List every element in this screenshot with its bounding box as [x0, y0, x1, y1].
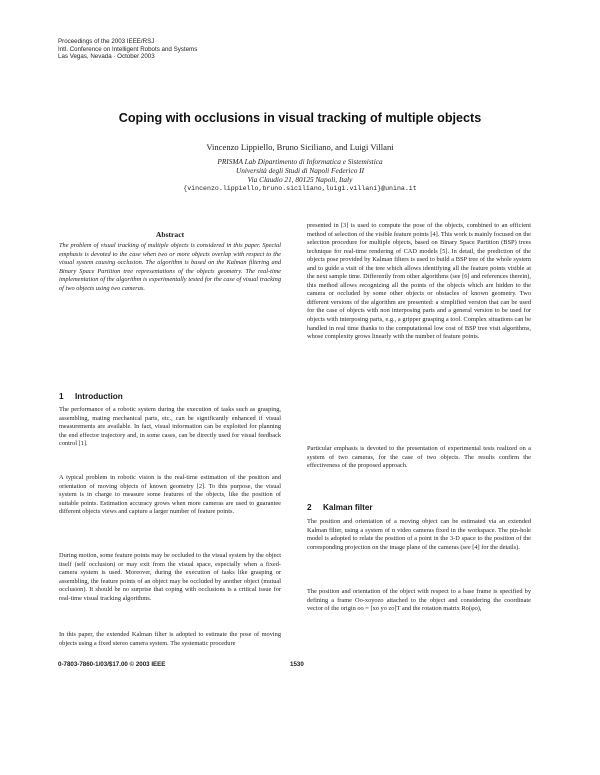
affiliation-line-3: Via Claudio 21, 80125 Napoli, Italy [247, 175, 353, 184]
page-number: 1530 [290, 661, 304, 668]
section-1-heading [59, 392, 123, 401]
kalman-paragraph-1: The position and orientation of a moving object can be estimated via an extended Kalman filter, using a system of n video cameras fixed in the workspace. The pin-hole model is adopted to relate the position of a point in the 3-D space to the position of the corresponding projection on the image plane of the cameras (see [4] for the details). [307, 518, 531, 551]
header-line-1: Proceedings of the 2003 IEEE/RSJ [58, 38, 155, 45]
affiliation-block [0, 157, 600, 193]
author-emails: {vincenzo.lippiello,bruno.siciliano,luigi.villani}@unina.it [183, 185, 417, 192]
intro-paragraph-2: A typical problem in robotic vision is the real-time estimation of the position and orientation of moving objects of known geometry [2]. To this purpose, the visual system is in charge to measure some features of the objects, like the position of suitable points. Estimation accuracy grows when more cameras are used to guarantee different objects views and capture a larger number of feature points. [59, 474, 281, 516]
section-1-number: 1 [59, 392, 64, 401]
section-2-number: 2 [307, 503, 312, 512]
conference-header [58, 38, 197, 61]
abstract-text: The problem of visual tracking of multiple objects is considered in this paper. Special emphasis is devoted to the case when two or more objects overlap with respect to the visual system causing occlusion. The algorithm is based on the Kalman filtering and Binary Space Partition tree representations of the objects geometry. The real-time implementation of the algorithm is experimentally tested for the case of visual tracking of two objects using two cameras. [59, 242, 281, 292]
section-2-heading [307, 503, 373, 512]
intro-emphasis-paragraph: Particular emphasis is devoted to the presentation of experimental tests realized on a system of two cameras, for the case of two objects. The results confirm the effectiveness of the proposed approach. [307, 445, 531, 470]
copyright-footer: 0-7803-7860-1/03/$17.00 © 2003 IEEE [58, 661, 166, 668]
intro-continued-paragraph: presented in [3] is used to compute the pose of the objects, combined to an efficient method of selection of the visible feature points [4]. This work is mainly focused on the selection procedure for multiple objects, based on Binary Space Partition (BSP) trees technique for real-time rendering of CAD models [5]. In detail, the prediction of the objects pose provided by Kalman filters is used to build a BSP tree of the whole system and to guide a visit of the tree which allows identifying all the feature points visible at the next sample time. Differently from other algorithms (see [6] and references therein), this method allows recognizing all the points of the objects which are hidden to the camera or occluded by some other objects or obstacles of known geometry. Two different versions of the algorithm are presented: a simplified version that can be used for the case of objects with non interposing parts and a general version to be used for objects with interposing parts, e.g., a gripper grasping a tool. Complex situations can be handled in real time thanks to the computational low cost of BSP tree visit algorithms, whose complexity grows linearly with the number of feature points. [307, 222, 531, 341]
affiliation-line-1: PRISMA Lab Dipartimento di Informatica e Sistemistica [217, 157, 383, 166]
affiliation-line-2: Università degli Studi di Napoli Federico II [235, 166, 365, 175]
intro-paragraph-3: During motion, some feature points may be occluded to the visual system by the object itself (self occlusion) or may exit from the visual space, especially when a fixed-camera system is used. Moreover, during the execution of tasks like grasping or assembling, the feature points of an object may be occluded by another object (mutual occlusion). It should be no surprise that coping with occlusions is a critical issue for real-time visual tracking algorithms. [59, 552, 281, 602]
intro-paragraph-4: In this paper, the extended Kalman filter is adopted to estimate the pose of moving objects using a fixed stereo camera system. The systematic procedure [59, 631, 281, 647]
intro-paragraph-1: The performance of a robotic system during the execution of tasks such as grasping, assembling, mating mechanical parts, etc., can be significantly enhanced if visual measurements are available. In fact, visual information can be exploited for planning the end effector trajectory and, in some cases, can be directly used for visual feedback control [1]. [59, 406, 281, 448]
section-2-title: Kalman filter [323, 503, 373, 512]
header-line-3: Las Vegas, Nevada · October 2003 [58, 53, 155, 61]
kalman-paragraph-2: The position and orientation of the object with respect to a base frame is specified by defining a frame Oo-xoyozo attached to the object and considering the coordinate vector of the origin oo = [xo yo zo]T and the rotation matrix Ro(φo), [307, 588, 531, 613]
author-list: Vincenzo Lippiello, Bruno Siciliano, and Luigi Villani [206, 142, 394, 152]
header-line-2: Intl. Conference on Intelligent Robots and Systems [58, 45, 198, 53]
abstract-heading: Abstract [155, 230, 185, 239]
paper-title: Coping with occlusions in visual tracking of multiple objects [118, 111, 482, 125]
section-1-title: Introduction [75, 392, 123, 401]
